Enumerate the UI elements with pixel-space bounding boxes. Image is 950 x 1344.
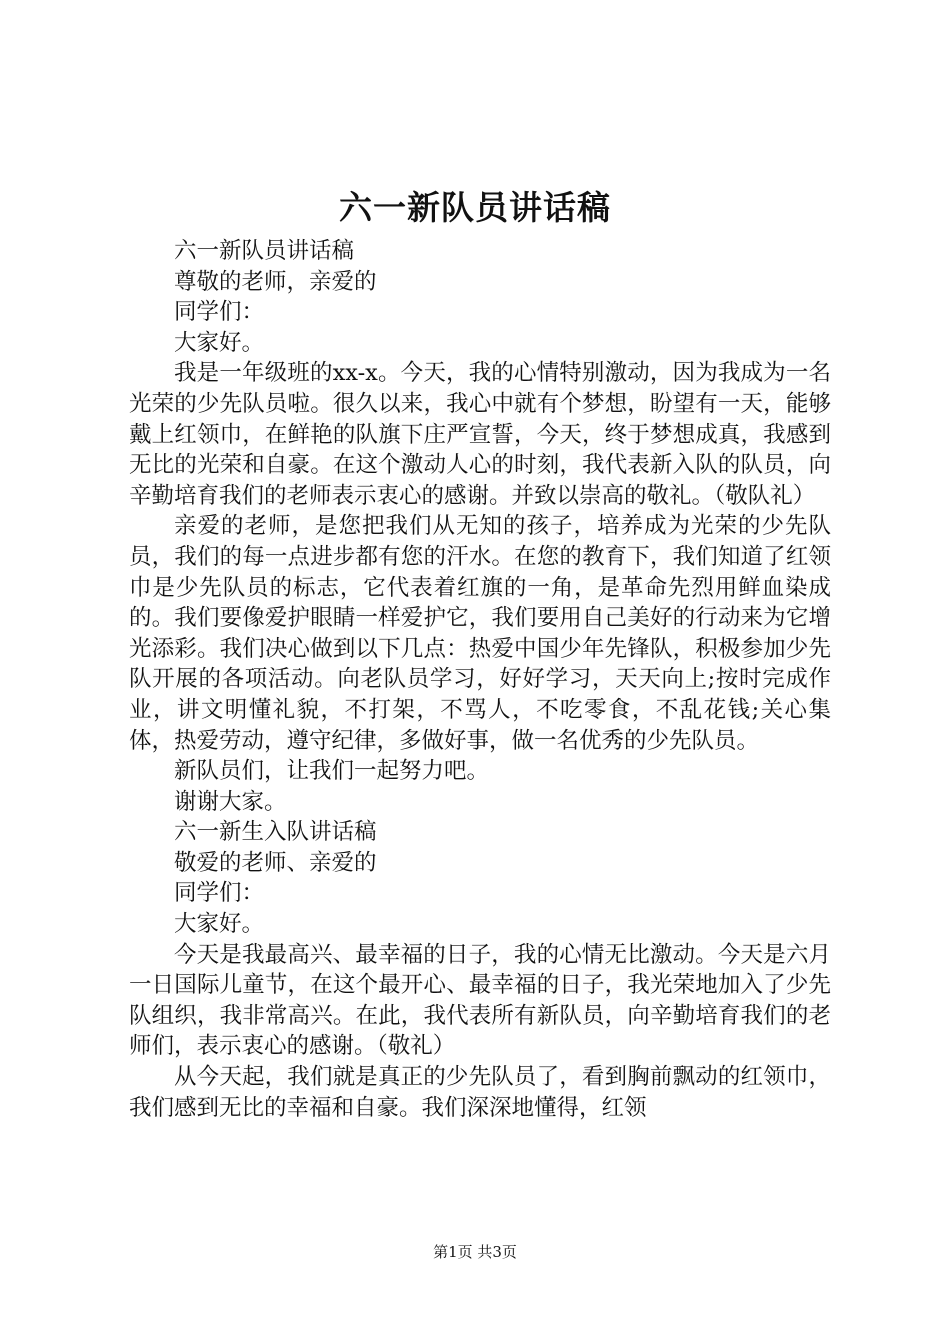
page-footer [0, 1240, 950, 1264]
paragraph: 六一新队员讲话稿 [174, 238, 355, 264]
paragraph: 同学们： [174, 299, 265, 326]
paragraph: 尊敬的老师，亲爱的 [174, 268, 377, 295]
document-title: 六一新队员讲话稿 [339, 188, 611, 227]
paragraph: 新队员们，让我们一起努力吧。 [174, 758, 490, 785]
paragraph: 亲爱的老师，是您把我们从无知的孩子，培养成为光荣的少先队员，我们的每一点进步都有您的汗水。在您的教育下，我们知道了红领巾是少先队员的标志，它代表着红旗的一角，是革命先烈用鲜血染成的。我们要像爱护眼睛一样爱护它，我们要用自己美好的行动来为它增光添彩。我们决心做到以下几点：热爱中国少年先锋队，积极参加少先队开展的各项活动。向老队员学习，好好学习，天天向上;按时完成作业，讲文明懂礼貌，不打架，不骂人，不吃零食，不乱花钱;关心集体，热爱劳动，遵守纪律，多做好事，做一名优秀的少先队员。 [129, 513, 831, 754]
paragraph: 大家好。 [174, 911, 265, 938]
paragraph: 从今天起，我们就是真正的少先队员了，看到胸前飘动的红领巾，我们感到无比的幸福和自豪。我们深深地懂得，红领 [129, 1064, 831, 1121]
paragraph: 谢谢大家。 [174, 788, 287, 815]
paragraph: 敬爱的老师、亲爱的 [174, 849, 377, 876]
paragraph: 今天是我最高兴、最幸福的日子，我的心情无比激动。今天是六月一日国际儿童节，在这个最开心、最幸福的日子，我光荣地加入了少先队组织，我非常高兴。在此，我代表所有新队员，向辛勤培育我们的老师们，表示衷心的感谢。（敬礼） [129, 941, 831, 1060]
paragraph: 我是一年级班的xx-x。今天，我的心情特别激动，因为我成为一名光荣的少先队员啦。很久以来，我心中就有个梦想，盼望有一天，能够戴上红领巾，在鲜艳的队旗下庄严宣誓，今天，终于梦想成真，我感到无比的光荣和自豪。在这个激动人心的时刻，我代表新入队的队员，向辛勤培育我们的老师表示衷心的感谢。并致以崇高的敬礼。（敬队礼） [129, 360, 831, 509]
document-body [129, 236, 831, 1123]
page-number: 第1页 共3页 [433, 1243, 517, 1261]
paragraph: 同学们： [174, 880, 265, 907]
paragraph: 六一新生入队讲话稿 [174, 819, 377, 846]
paragraph: 大家好。 [174, 329, 265, 356]
